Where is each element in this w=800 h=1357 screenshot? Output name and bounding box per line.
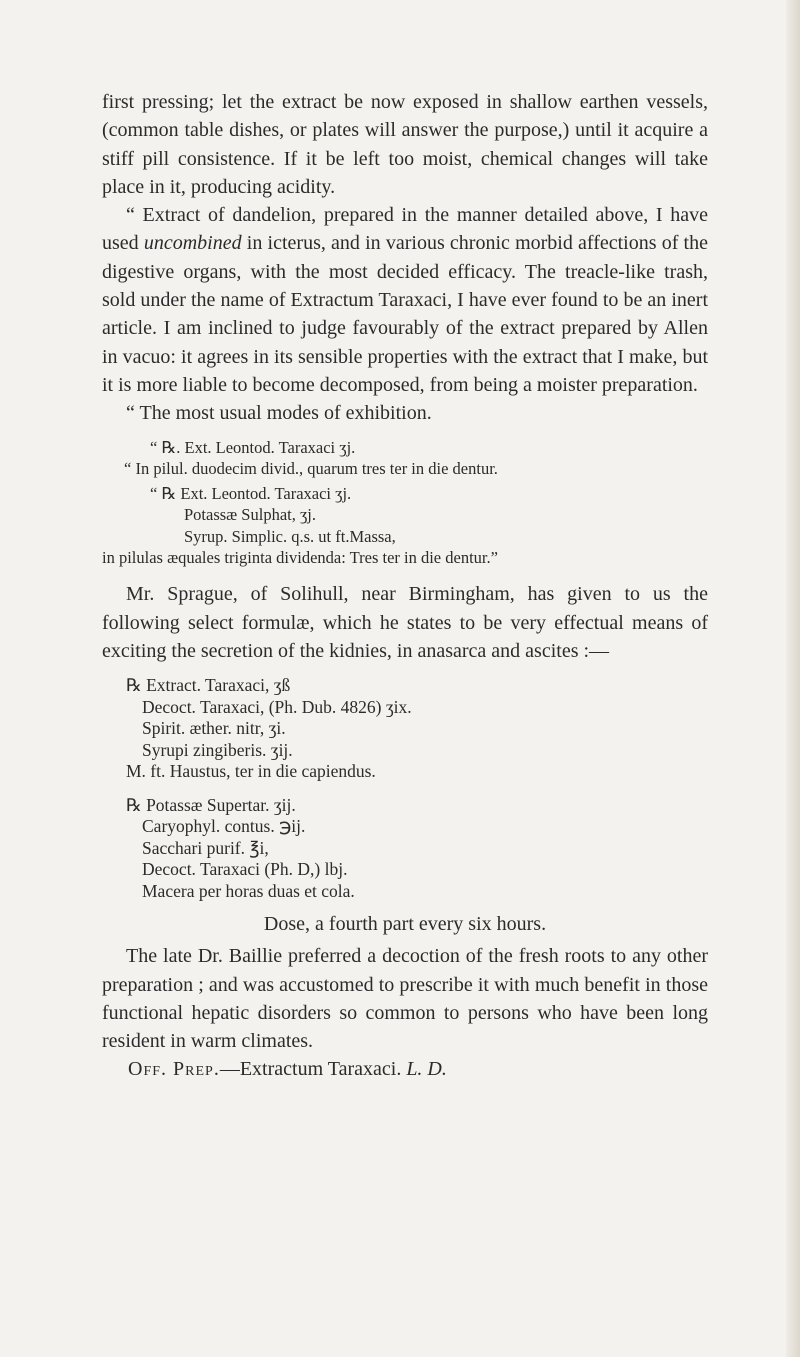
formula-line: Sacchari purif. ℥i, [142, 837, 269, 858]
prescription-line: Syrup. Simplic. q.s. ut ft.Massa, [184, 526, 396, 546]
official-preparation: Off. Prep.—Extractum Taraxaci. L. D. [128, 1058, 447, 1081]
prescription-line: “ ℞ Ext. Leontod. Taraxaci ʒj. [150, 484, 352, 504]
prescription-line: in pilulas æquales triginta dividenda: Tres ter in die dentur.” [102, 548, 498, 568]
formula-line: Macera per horas duas et cola. [142, 880, 355, 901]
page-edge [786, 0, 800, 1357]
formula-line: Caryophyl. contus. ℈ij. [142, 816, 306, 837]
formula-line: Syrupi zingiberis. ʒij. [142, 739, 293, 760]
formula-line: Spirit. æther. nitr, ʒi. [142, 718, 286, 739]
pharmacopoeia-ref: L. D. [406, 1058, 447, 1081]
paragraph-dandelion-extract: “ Extract of dandelion, prepared in the manner detailed above, I have used uncombined in icterus, and in various chronic morbid affections of the digestive organs, with the most decided efficacy. The treacle-like trash, sold under the name of Extractum Taraxaci, I have ever found to be an inert article. I am inclined to judge favourably of the extract prepared by Allen in vacuo: it agrees in its sensible properties with the extract that I make, but it is more liable to become decomposed, from being a moister preparation. [102, 204, 708, 396]
paragraph-baillie: The late Dr. Baillie preferred a decoction of the fresh roots to any other preparation ; and was accustomed to prescribe it with much benefit in those functional hepatic disorders so common to persons who have been long resident in warm climates. [102, 945, 708, 1053]
formula-1 [102, 675, 708, 783]
prescription-2 [102, 483, 708, 568]
formula-line: M. ft. Haustus, ter in die capiendus. [126, 761, 376, 782]
prescription-line: Potassæ Sulphat, ʒj. [184, 505, 317, 525]
paragraph-modes-of-exhibition: “ The most usual modes of exhibition. [126, 402, 432, 425]
prescription-1 [102, 437, 708, 480]
prescription-line: “ In pilul. duodecim divid., quarum tres ter in die dentur. [124, 458, 498, 478]
formula-line: Decoct. Taraxaci (Ph. D,) lbj. [142, 859, 348, 880]
emphasis-uncombined: uncombined [143, 232, 242, 255]
document-page [102, 88, 708, 1083]
formula-line: Decoct. Taraxaci, (Ph. Dub. 4826) ʒix. [142, 696, 412, 717]
formula-2 [102, 795, 708, 903]
paragraph-sprague: Mr. Sprague, of Solihull, near Birmingham, has given to us the following select formulæ, which he states to be very effectual means of exciting the secretion of the kidnies, in anasarca and ascites :— [102, 583, 708, 662]
formula-line: ℞ Extract. Taraxaci, ʒß [126, 675, 291, 696]
dose-line: Dose, a fourth part every six hours. [263, 913, 547, 936]
paragraph-continuation: first pressing; let the extract be now exposed in shallow earthen vessels, (common table dishes, or plates will answer the purpose,) until it acquire a stiff pill consistence. If it be left too moist, chemical changes will take place in it, producing acidity. [102, 91, 708, 198]
formula-line: ℞ Potassæ Supertar. ʒij. [126, 794, 296, 815]
prescription-line: “ ℞. Ext. Leontod. Taraxaci ʒj. [150, 437, 356, 457]
off-prep-label: Off. Prep. [128, 1058, 220, 1081]
